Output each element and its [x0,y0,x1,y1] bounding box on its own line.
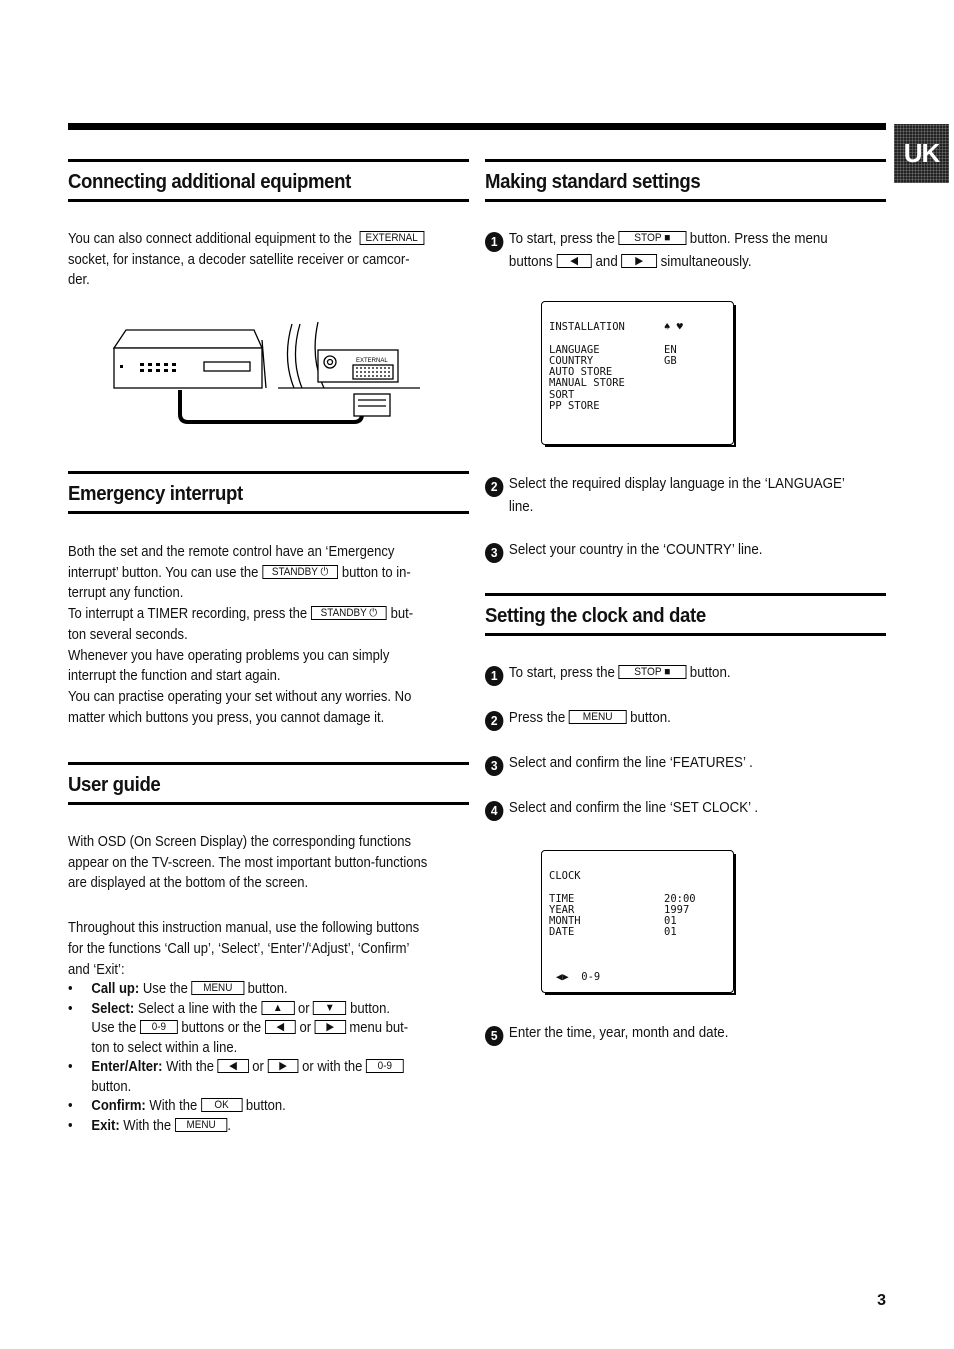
user-guide-text: With OSD (On Screen Display) the corresponding functions appear on the TV-screen. The most important button-functions are displayed at the bottom of the screen. Throughout this instruction manual, use the following buttons for the functions ‘Call up’, ‘Select’, ‘Enter’/‘Adjust’, ‘Confirm’ and ‘Exit’: • Call up: Use the MENU button. • Select: Select a line with the ▲ or ▼ button. Use the 0-9 buttons or the ◀ or ▶ menu but- ton to select within a line. • Enter/Alter: With the ◀ or ▶ or with the 0-9 button. • Confirm: With the OK button. • Exit: With the MENU . [68,832,428,1136]
section-connecting [68,159,469,202]
osd-footer: ◀▶ 0-9 [556,971,601,983]
standby-key: STANDBY ⏻ [311,606,387,620]
installation-osd-screen: INSTALLATION ♠ ♥ LANGUAGE COUNTRY AUTO STORE MANUAL STORE SORT PP STORE EN GB [541,301,734,445]
down-arrow-icon: ▼ [313,1001,346,1015]
right-arrow-icon: ▶ [621,254,656,268]
connecting-text: You can also connect additional equipment to the EXTERNAL socket, for instance, a decoder satellite receiver or camcor- der. [68,229,428,291]
up-arrow-icon: ▲ [261,1001,294,1015]
osd-icons: ♠ ♥ [664,321,683,333]
list-item: • Enter/Alter: With the ◀ or ▶ or with the 0-9 button. [68,1058,428,1097]
ok-key: OK [201,1098,242,1112]
list-item: • Select: Select a line with the ▲ or ▼ button. Use the 0-9 buttons or the ◀ or ▶ menu but- ton to select within a line. [68,1000,428,1059]
right-arrow-icon: ▶ [267,1059,298,1073]
language-badge: UK [894,124,949,183]
section-title: Emergency interrupt [68,483,243,505]
step-number: 1 [485,232,503,252]
step-number: 2 [485,711,503,731]
step-number: 3 [485,756,503,776]
list-item: • Confirm: With the OK button. [68,1097,428,1117]
emergency-text: Both the set and the remote control have an ‘Emergency interrupt’ button. You can use the STANDBY ⏻ button to in- terrupt any function. To interrupt a TIMER recording, press the STANDBY ⏻ but- ton several seconds. Whenever you have operating problems you can simply interrupt the function and start again. You can practise operating your set without any worries. No matter which buttons you press, you cannot damage it. [68,544,414,726]
section-title: Making standard settings [485,171,701,193]
right-arrow-icon: ▶ [315,1020,346,1034]
top-rule [68,123,886,130]
standby-key: STANDBY ⏻ [262,565,338,579]
external-socket-label: EXTERNAL [356,358,388,364]
section-clock-date [485,593,886,636]
standard-step-2: 2 Select the required display language in the ‘LANGUAGE’ line. [485,474,853,518]
page-number: 3 [877,1292,886,1309]
step-number: 5 [485,1026,503,1046]
step-number: 4 [485,801,503,821]
stop-key: STOP ■ [619,231,686,245]
left-arrow-icon: ◀ [265,1020,296,1034]
clock-osd-screen: CLOCK TIME YEAR MONTH DATE 20:00 1997 01 01 ◀▶ 0-9 [541,850,734,993]
step-number: 1 [485,666,503,686]
menu-key: MENU [191,981,244,995]
section-title: Setting the clock and date [485,605,706,627]
section-title: User guide [68,774,161,796]
list-item: • Call up: Use the MENU button. [68,980,428,1000]
section-user-guide [68,762,469,805]
section-emergency [68,471,469,514]
menu-key: MENU [569,710,626,724]
digit-key: 0-9 [366,1059,404,1073]
clock-step-3: 3 Select and confirm the line ‘FEATURES’ . [485,753,753,776]
clock-step-2: 2 Press the MENU button. [485,708,671,731]
clock-step-5: 5 Enter the time, year, month and date. [485,1023,728,1046]
step-number: 2 [485,477,503,497]
clock-step-1: 1 To start, press the STOP ■ button. [485,663,731,686]
external-key: EXTERNAL [359,231,424,245]
step-number: 3 [485,543,503,563]
digit-key: 0-9 [140,1020,178,1034]
list-item: • Exit: With the MENU . [68,1117,428,1137]
clock-step-4: 4 Select and confirm the line ‘SET CLOCK’ . [485,798,758,821]
left-arrow-icon: ◀ [218,1059,249,1073]
connection-illustration [104,318,424,430]
menu-key: MENU [175,1118,228,1132]
standard-step-3: 3 Select your country in the ‘COUNTRY’ line. [485,540,853,563]
button-function-list [68,980,428,1136]
section-standard-settings [485,159,886,202]
stop-key: STOP ■ [619,665,686,679]
section-title: Connecting additional equipment [68,171,351,193]
left-arrow-icon: ◀ [556,254,591,268]
standard-step-1: 1 To start, press the STOP ■ button. Press the menu buttons ◀ and ▶ simultaneously. [485,229,853,273]
